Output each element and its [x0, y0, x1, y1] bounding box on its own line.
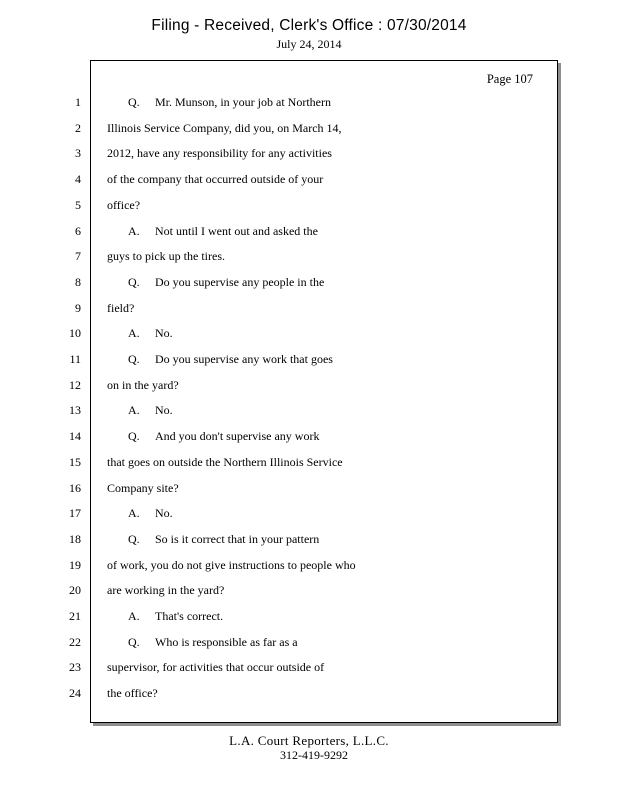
transcript-line	[107, 146, 332, 161]
qa-label: A.	[128, 609, 140, 623]
line-text: of the company that occurred outside of your	[107, 172, 324, 187]
transcript-line	[107, 301, 134, 316]
reporter-phone: 312-419-9292	[280, 748, 348, 762]
line-text: Do you supervise any work that goes	[155, 352, 333, 366]
filing-stamp: Filing - Received, Clerk's Office : 07/30/2014	[151, 17, 467, 34]
deposition-date: July 24, 2014	[276, 37, 342, 51]
transcript-line	[128, 352, 333, 367]
line-text: Not until I went out and asked the	[155, 223, 318, 238]
line-text: No.	[155, 326, 173, 341]
transcript-line	[128, 635, 298, 650]
line-text: the office?	[107, 686, 158, 701]
line-number: 20	[69, 583, 81, 598]
line-text: of work, you do not give instructions to people who	[107, 557, 356, 572]
transcript-line	[128, 326, 173, 341]
line-number: 19	[69, 557, 81, 572]
transcript-line	[128, 95, 331, 110]
line-text: That's correct.	[155, 609, 224, 623]
line-text: on in the yard?	[107, 377, 179, 392]
line-text: Who is responsible as far as a	[155, 634, 298, 649]
page-number: Page 107	[486, 72, 533, 86]
line-number: 5	[75, 197, 81, 212]
line-number: 14	[69, 429, 81, 444]
line-number: 21	[69, 609, 81, 623]
transcript-line	[107, 249, 225, 264]
line-text: Company site?	[107, 480, 179, 495]
line-number: 11	[69, 352, 81, 366]
transcript-line	[107, 455, 343, 470]
line-number: 16	[69, 480, 81, 495]
line-number: 15	[69, 454, 81, 469]
transcript-line	[128, 609, 223, 624]
transcript-line	[107, 686, 158, 701]
qa-label: Q.	[128, 531, 140, 546]
line-number: 7	[75, 249, 81, 264]
transcript-line	[128, 532, 319, 547]
line-text: Do you supervise any people in the	[155, 274, 325, 289]
line-number: 8	[75, 274, 81, 289]
line-number: 2	[75, 120, 81, 135]
line-text: field?	[107, 300, 135, 315]
qa-label: A.	[128, 326, 140, 341]
reporter-company: L.A. Court Reporters, L.L.C.	[229, 733, 389, 748]
line-text: No.	[155, 506, 173, 521]
line-text: 2012, have any responsibility for any activities	[107, 146, 332, 161]
line-number: 12	[69, 377, 81, 392]
transcript-line	[107, 558, 356, 573]
line-text: are working in the yard?	[107, 583, 225, 598]
qa-label: A.	[128, 403, 140, 418]
qa-label: Q.	[128, 352, 140, 366]
line-number: 6	[75, 223, 81, 238]
qa-label: A.	[128, 223, 140, 238]
line-number: 17	[69, 506, 81, 521]
qa-label: Q.	[128, 95, 140, 109]
transcript-line	[107, 172, 323, 187]
line-text: No.	[155, 403, 173, 418]
line-number: 24	[69, 686, 81, 701]
line-number: 10	[69, 326, 81, 341]
line-number: 9	[75, 300, 81, 315]
transcript-line	[107, 481, 179, 496]
transcript-line	[128, 429, 319, 444]
transcript-line	[107, 121, 342, 136]
transcript-line	[107, 583, 224, 598]
transcript-line	[128, 403, 173, 418]
line-text: that goes on outside the Northern Illinois Service	[107, 454, 343, 469]
line-number: 22	[69, 634, 81, 649]
qa-label: A.	[128, 506, 140, 521]
line-number: 3	[75, 146, 81, 161]
transcript-line	[107, 378, 179, 393]
transcript-line	[128, 275, 324, 290]
qa-label: Q.	[128, 274, 140, 289]
line-number: 1	[75, 95, 81, 109]
transcript-line	[128, 224, 318, 239]
line-text: guys to pick up the tires.	[107, 249, 225, 264]
line-text: office?	[107, 197, 141, 212]
line-text: So is it correct that in your pattern	[155, 531, 320, 546]
line-number: 13	[69, 403, 81, 418]
line-text: supervisor, for activities that occur outside of	[107, 660, 325, 675]
qa-label: Q.	[128, 634, 140, 649]
line-number: 23	[69, 660, 81, 675]
line-text: Mr. Munson, in your job at Northern	[155, 95, 331, 109]
transcript-line	[128, 506, 173, 521]
line-number: 18	[69, 531, 81, 546]
line-number: 4	[75, 172, 81, 187]
qa-label: Q.	[128, 429, 140, 444]
line-text: Illinois Service Company, did you, on March 14,	[107, 120, 342, 135]
transcript-line	[107, 660, 324, 675]
line-text: And you don't supervise any work	[155, 429, 320, 444]
transcript-line	[107, 198, 140, 213]
